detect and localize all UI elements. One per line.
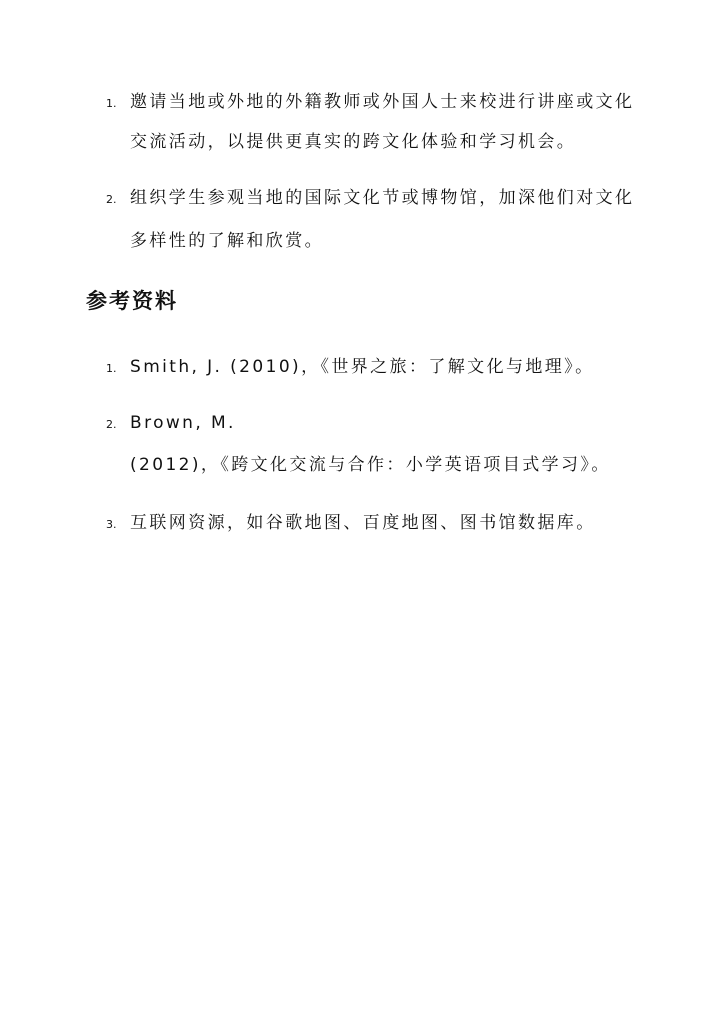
- reference-number: 1.: [106, 362, 117, 375]
- reference-text-line: Brown, M.: [130, 413, 236, 433]
- reference-text-line: (2012)，《跨文化交流与合作：小学英语项目式学习》。: [130, 455, 611, 475]
- list-item-number: 2.: [106, 193, 117, 206]
- reference-number: 3.: [106, 518, 117, 531]
- reference-text-line: 互联网资源，如谷歌地图、百度地图、图书馆数据库。: [130, 513, 596, 533]
- reference-number: 2.: [106, 418, 117, 431]
- list-item-number: 1.: [106, 97, 117, 110]
- reference-text-line: Smith, J. (2010)，《世界之旅：了解文化与地理》。: [130, 357, 595, 377]
- references-heading: 参考资料: [86, 289, 178, 313]
- list-item-text-line: 组织学生参观当地的国际文化节或博物馆，加深他们对文化: [130, 188, 635, 208]
- list-item-text-line: 交流活动，以提供更真实的跨文化体验和学习机会。: [130, 132, 577, 152]
- list-item-text-line: 邀请当地或外地的外籍教师或外国人士来校进行讲座或文化: [130, 92, 635, 112]
- list-item-text-line: 多样性的了解和欣赏。: [130, 231, 324, 251]
